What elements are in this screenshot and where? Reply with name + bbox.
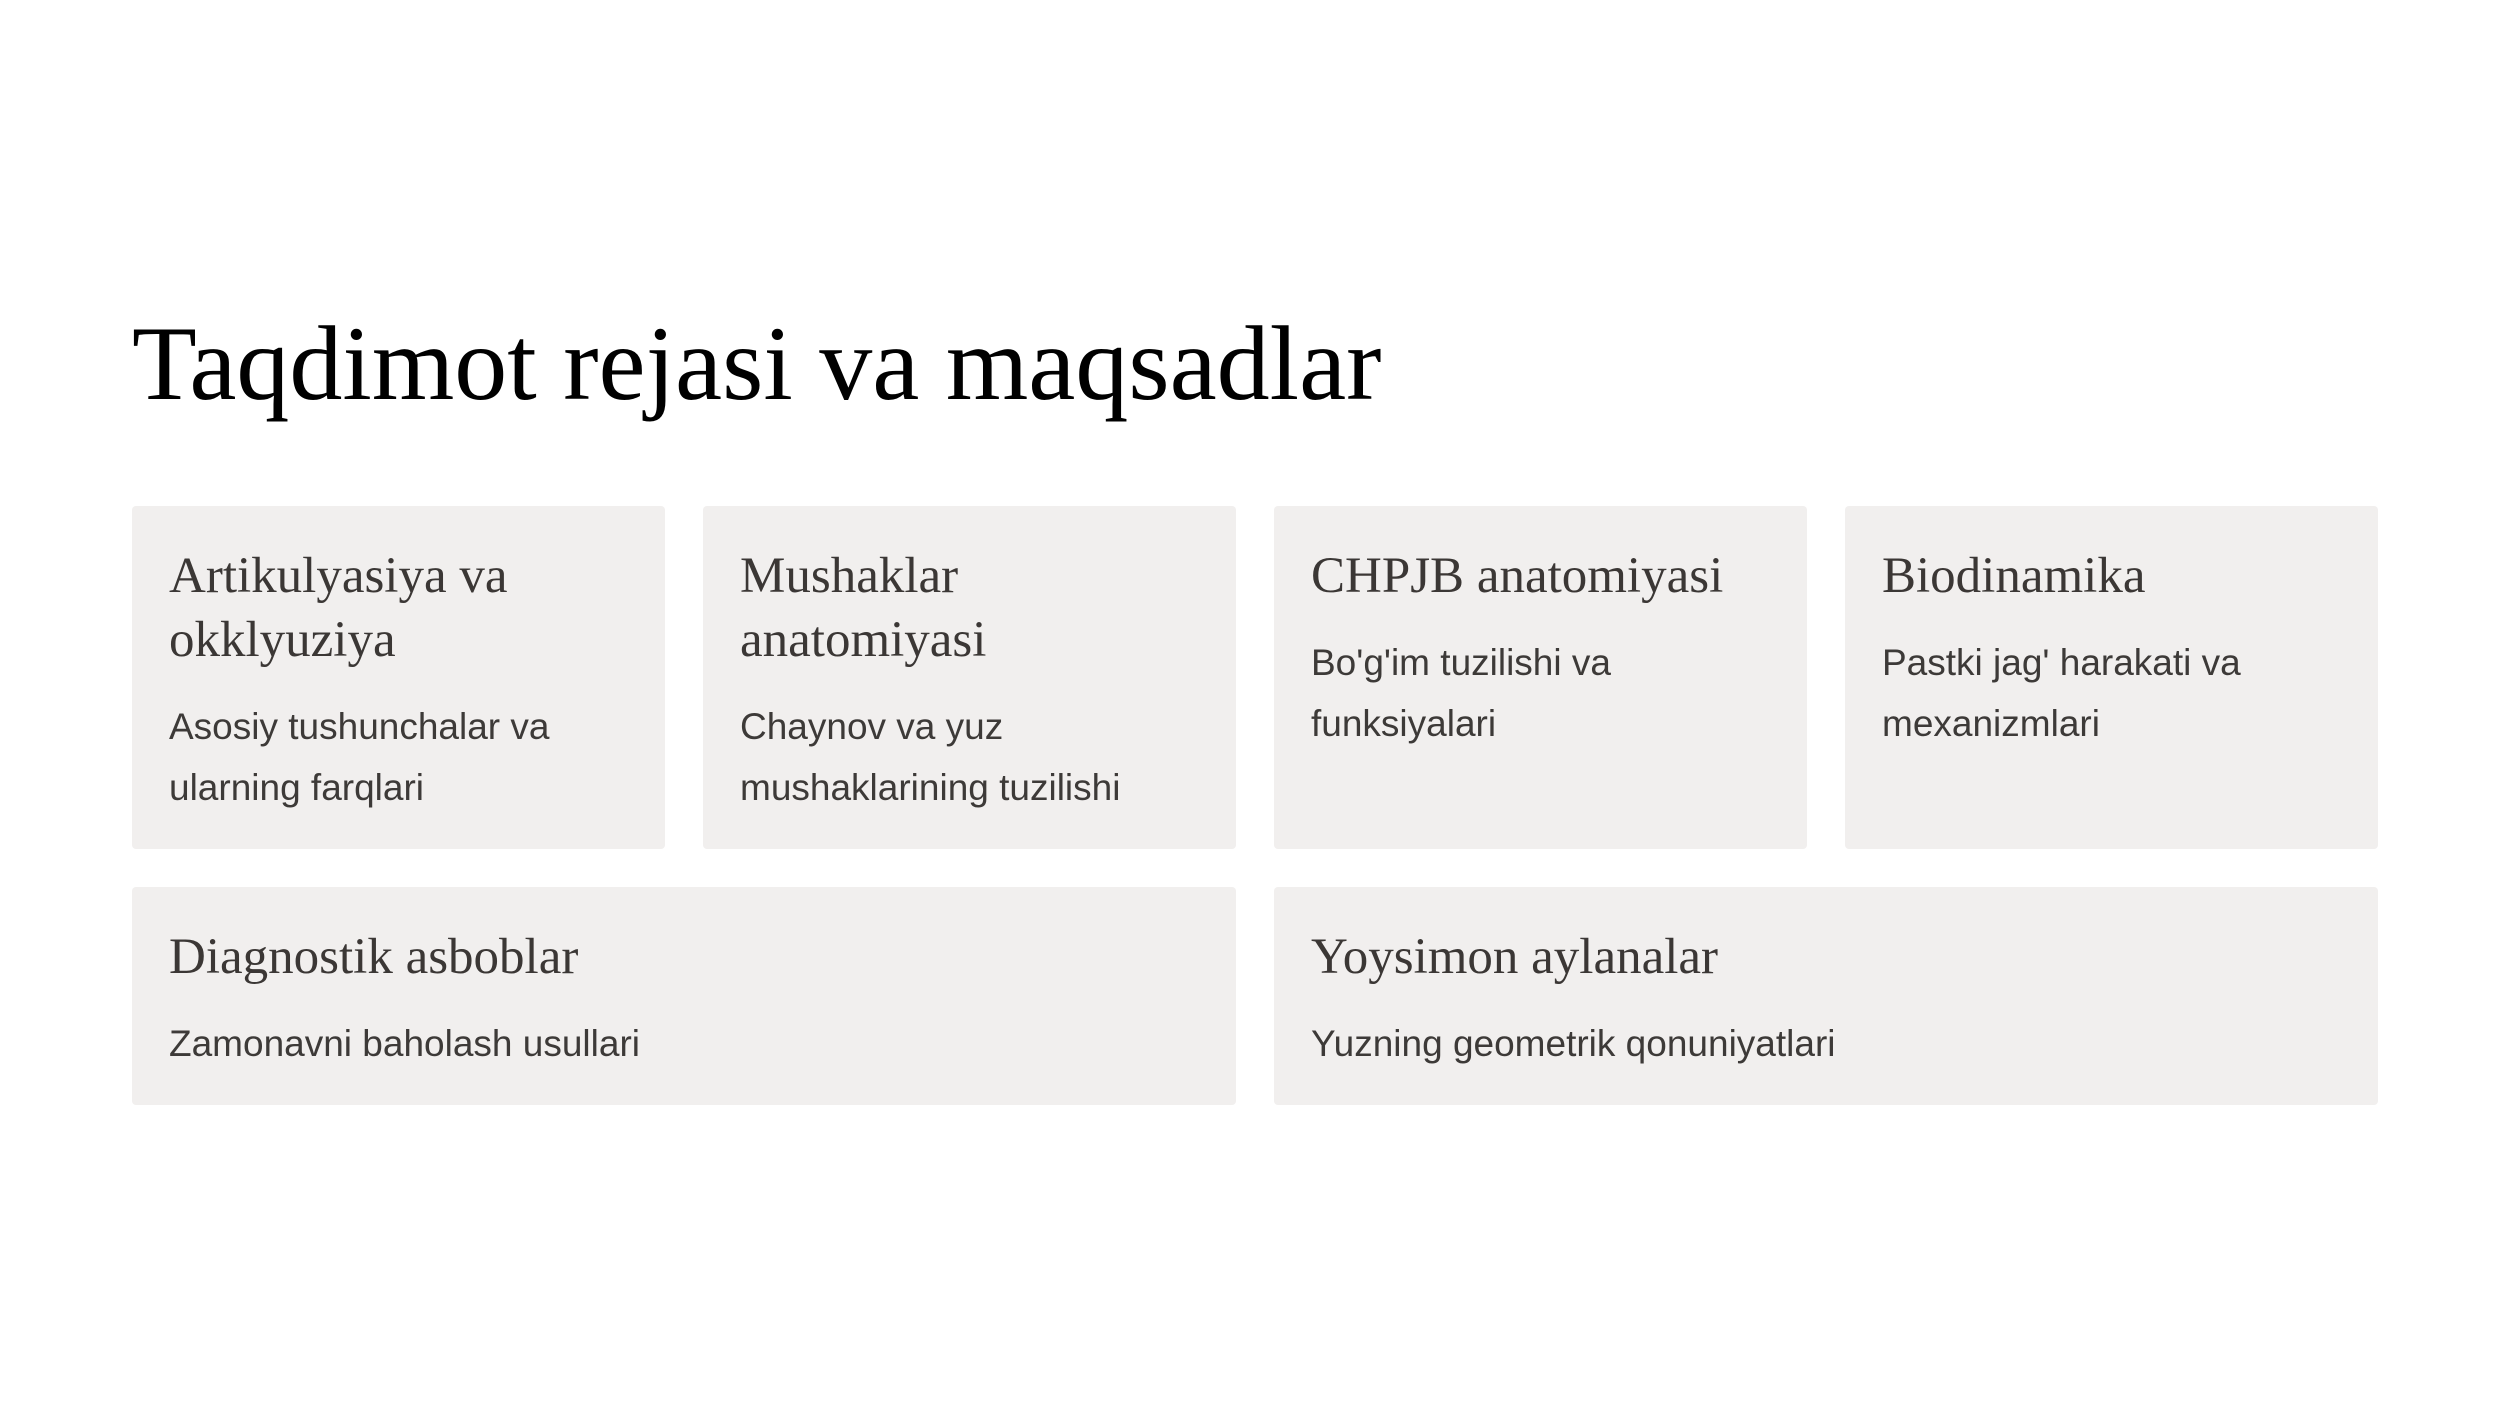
card-title: Mushaklar anatomiyasi [740,548,987,668]
card-title: CHPJB anatomiyasi [1311,548,1724,604]
card-title: Biodinamika [1882,548,2146,604]
card-description: Bo'g'im tuzilishi va funksiyalari [1311,642,1611,744]
topic-card-biodynamics [1845,506,2378,849]
card-description: Chaynov va yuz mushaklarining tuzilishi [740,706,1121,808]
card-description: Zamonavni baholash usullari [169,1023,640,1064]
topic-card-arcs [1274,887,2378,1105]
topic-card-muscles [703,506,1236,849]
topic-card-diagnostic-tools [132,887,1236,1105]
card-title: Diagnostik asboblar [169,929,579,985]
slide-title: Taqdimot rejasi va maqsadlar [132,305,1382,422]
topic-card-articulation [132,506,665,849]
topic-card-tmj-anatomy [1274,506,1807,849]
card-description: Yuzning geometrik qonuniyatlari [1311,1023,1836,1064]
topic-cards-grid [132,506,2376,1105]
card-title: Yoysimon aylanalar [1311,929,1719,985]
card-description: Asosiy tushunchalar va ularning farqlari [169,706,550,808]
card-description: Pastki jag' harakati va mexanizmlari [1882,642,2241,744]
card-title: Artikulyasiya va okklyuziya [169,548,508,668]
